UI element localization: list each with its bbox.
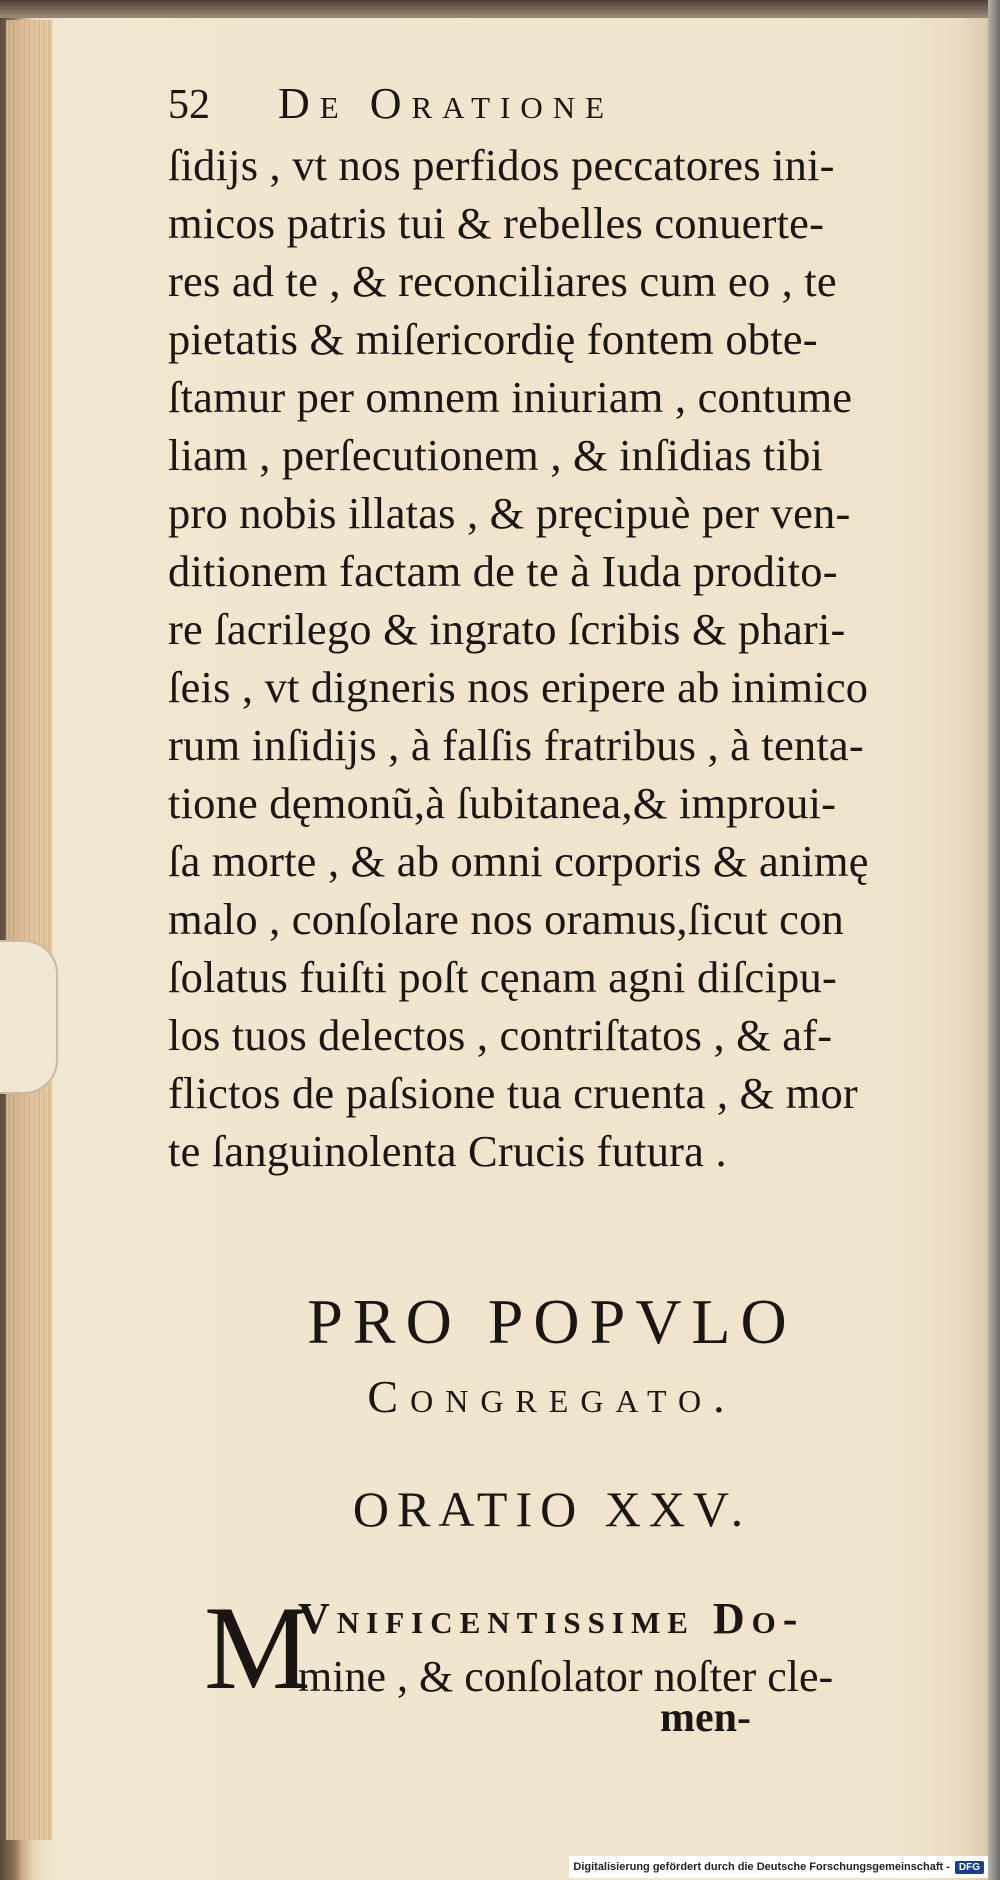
text-line: malo , conſolare nos oramus,ſicut con <box>168 894 844 944</box>
credit-text: Digitalisierung gefördert durch die Deutsche Forschungsgemeinschaft - <box>573 1861 950 1873</box>
text-line: tione dęmonũ,à ſubitanea,& improui- <box>168 778 837 828</box>
text-line: micos patris tui & rebelles conuerte- <box>168 198 825 248</box>
page-number: 52 <box>168 82 210 128</box>
text-line: los tuos delectos , contriſtatos , & af- <box>168 1010 833 1060</box>
text-line: ſidijs , vt nos perfidos peccatores ini- <box>168 140 835 190</box>
opening-paragraph <box>168 1582 976 1752</box>
scan-top-border <box>0 0 1000 18</box>
text-line: ſolatus fuiſti poſt cęnam agni diſcipu- <box>168 952 837 1002</box>
scan-right-border <box>988 0 1000 1880</box>
section-title: PRO POPVLO <box>307 1286 797 1357</box>
drop-cap: M <box>204 1581 311 1714</box>
text-line: ditionem factam de te à Iuda prodito- <box>168 546 838 596</box>
running-head <box>168 72 976 136</box>
text-line: pro nobis illatas , & pręcipuè per ven- <box>168 488 851 538</box>
text-line: res ad te , & reconciliares cum eo , te <box>168 256 837 306</box>
page-fore-edge <box>6 20 52 1840</box>
digitization-credit <box>569 1856 988 1878</box>
running-title: De Oratione <box>278 79 615 128</box>
text-line: ſtamur per omnem iniuriam , contume <box>168 372 853 422</box>
page-content <box>168 72 976 1752</box>
drop-cap-line: mine , & conſolator noſter cle- <box>298 1652 834 1701</box>
text-line: rum inſidijs , à falſis fratribus , à tenta- <box>168 720 864 770</box>
text-line: pietatis & miſericordię fontem obte- <box>168 314 818 364</box>
catchword: men- <box>660 1695 751 1741</box>
dfg-logo: DFG <box>955 1861 984 1874</box>
section-subtitle: Congregato. <box>367 1371 737 1422</box>
text-line: te ſanguinolenta Crucis futura . <box>168 1126 727 1176</box>
text-line: liam , perſecutionem , & inſidias tibi <box>168 430 824 480</box>
text-line: flictos de paſsione tua cruenta , & mor <box>168 1068 858 1118</box>
paper-tab-marker <box>0 940 58 1094</box>
text-line: re ſacrilego & ingrato ſcribis & phari- <box>168 604 846 654</box>
text-line: ſeis , vt digneris nos eripere ab inimico <box>168 662 869 712</box>
text-line: ſa morte , & ab omni corporis & animę <box>168 836 869 886</box>
oratio-heading: ORATIO XXV. <box>352 1481 752 1537</box>
drop-cap-line: Vnificentissime Do- <box>298 1594 805 1643</box>
body-text <box>168 136 976 1180</box>
